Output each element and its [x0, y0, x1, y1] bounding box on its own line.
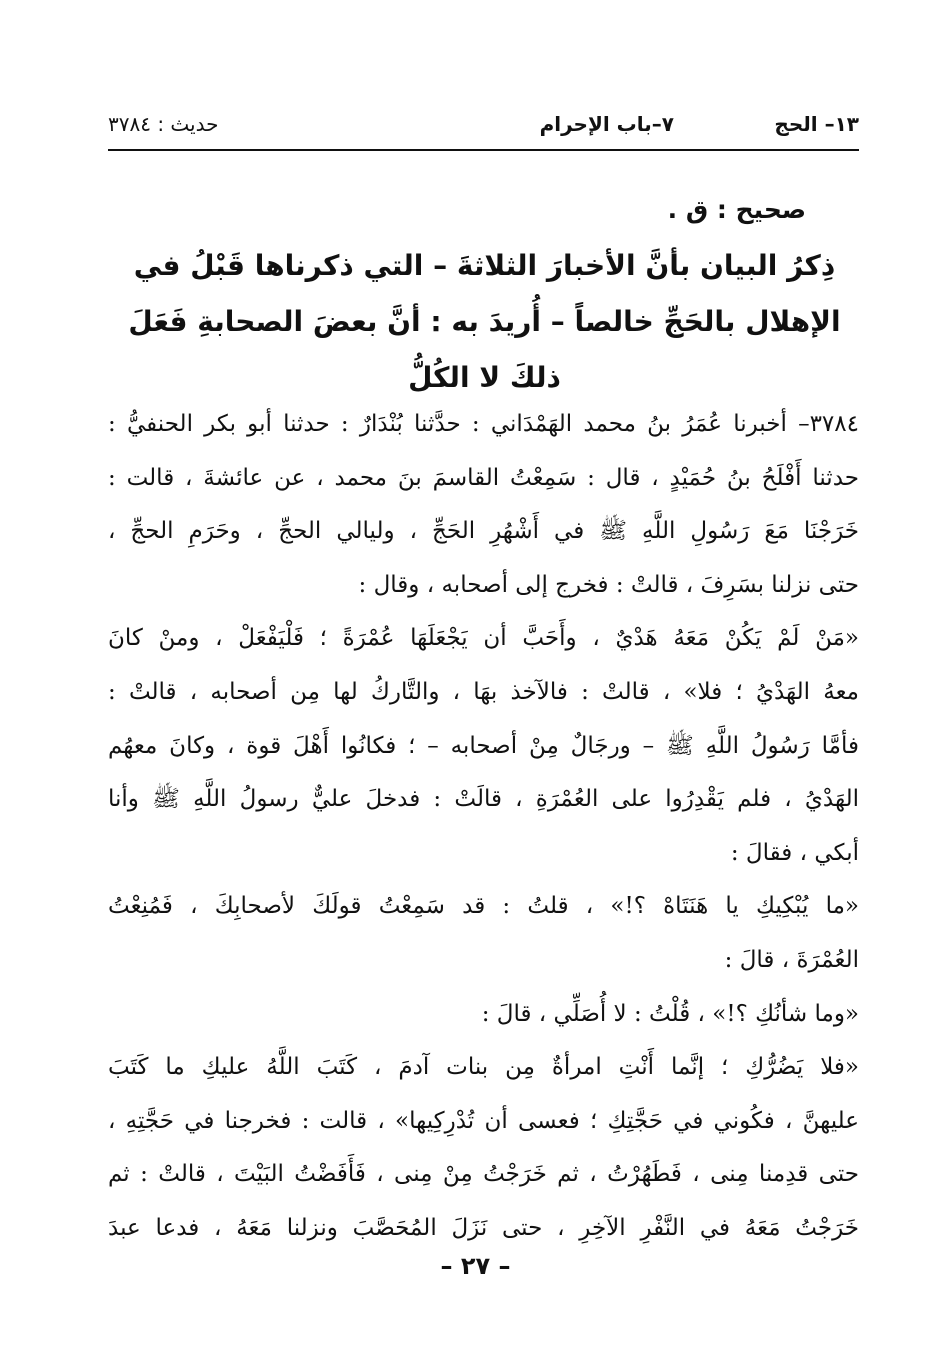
text-line: «مَنْ لَمْ يَكُنْ مَعَهُ هَدْيٌ ، وأَحَبَّ أن يَجْعَلَهَا عُمْرَةً ؛ فَلْيَفْعَلْ ، ومنْ كانَ — [108, 625, 859, 652]
text-line: العُمْرَةَ ، قالَ : — [724, 946, 859, 973]
text-line: حدثنا أَفْلَحُ بنُ حُمَيْدٍ ، قال : سَمِعْتُ القاسمَ بنَ محمد ، عن عائشةَ ، قالت : — [108, 464, 859, 491]
text-line: حتى نزلنا بسَرِفَ ، قالتْ : فخرج إلى أصحابه ، وقال : — [358, 571, 859, 598]
hadith-text — [108, 398, 859, 1256]
text-line: خَرَجْتُ مَعَهُ في النَّفْرِ الآخِرِ ، حتى نَزَلَ المُحَصَّبَ ونزلنا مَعَهُ ، فدعا عبدَ — [108, 1214, 859, 1241]
text-line: أبكي ، فقالَ : — [730, 839, 859, 866]
heading-line: الإهلال بالحَجِّ خالصاً – أُريدَ به : أنَّ بعضَ الصحابةِ فَعَلَ — [128, 305, 841, 338]
hadith-grade: صحيح : ق . — [667, 195, 806, 224]
heading-line: ذِكرُ البيان بأنَّ الأخبارَ الثلاثةَ – التي ذكرناها قَبْلُ في — [133, 249, 836, 282]
heading-line: ذلكَ لا الكُلُّ — [408, 361, 561, 394]
section-heading — [110, 238, 859, 406]
text-line: «وما شأنُكِ ؟!» ، قُلْتُ : لا أُصَلِّي ، قالَ : — [481, 1000, 859, 1027]
text-line: الهَدْيُ ، فلم يَقْدِرُوا على العُمْرَةِ ، قالَتْ : فدخلَ عليٌّ رسولُ اللَّهِ ﷺ وأنا — [108, 786, 859, 813]
text-line: فأمَّا رَسُولُ اللَّهِ ﷺ – ورجَالٌ مِنْ أصحابه – ؛ فكانُوا أَهْلَ قوة ، وكانَ معهُم — [108, 732, 859, 759]
text-line: «ما يُبْكِيكِ يا هَنَتَاهْ ؟!» ، قلتُ : قد سَمِعْتُ قولَكَ لأصحابِكَ ، فَمُنِعْتُ — [108, 893, 859, 920]
header-book-title: ١٣– الحج — [774, 112, 859, 136]
header-hadith-number: حديث : ٣٧٨٤ — [108, 112, 219, 136]
header-divider — [108, 149, 859, 151]
text-line: «فلا يَضُرُّكِ ؛ إنَّما أَنْتِ امرأةٌ مِن بنات آدمَ ، كَتَبَ اللَّهُ عليكِ ما كَتَبَ — [108, 1054, 859, 1081]
running-header — [108, 112, 859, 146]
text-line: معهُ الهَدْيُ ؛ فلا» ، قالتْ : فالآخذ بهَا ، والتَّاركُ لها مِن أصحابه ، قالتْ : — [108, 678, 859, 705]
text-line: خَرَجْنَا مَعَ رَسُولِ اللَّهِ ﷺ في أَشْهُرِ الحَجِّ ، وليالي الحجِّ ، وحَرَمِ الحجِّ ، — [108, 518, 859, 545]
text-line: عليهنَّ ، فكُوني في حَجَّتِكِ ؛ فعسى أن تُدْرِكِيها» ، قالت : فخرجنا في حَجَّتِهِ ، — [108, 1107, 859, 1134]
header-chapter-title: ٧–باب الإحرام — [539, 112, 674, 136]
text-line: حتى قدِمنا مِنى ، فَطَهُرْتُ ، ثم خَرَجْتُ مِنْ مِنى ، فَأَفَضْتُ البَيْتَ ، قالتْ : ثم — [108, 1161, 859, 1188]
text-line: ٣٧٨٤– أخبرنا عُمَرُ بنُ محمد الهَمْدَاني : حدَّثنا بُنْدَارٌ : حدثنا أبو بكر الحنفيُّ : — [108, 411, 859, 437]
page-number: – ٢٧ – — [440, 1252, 511, 1280]
